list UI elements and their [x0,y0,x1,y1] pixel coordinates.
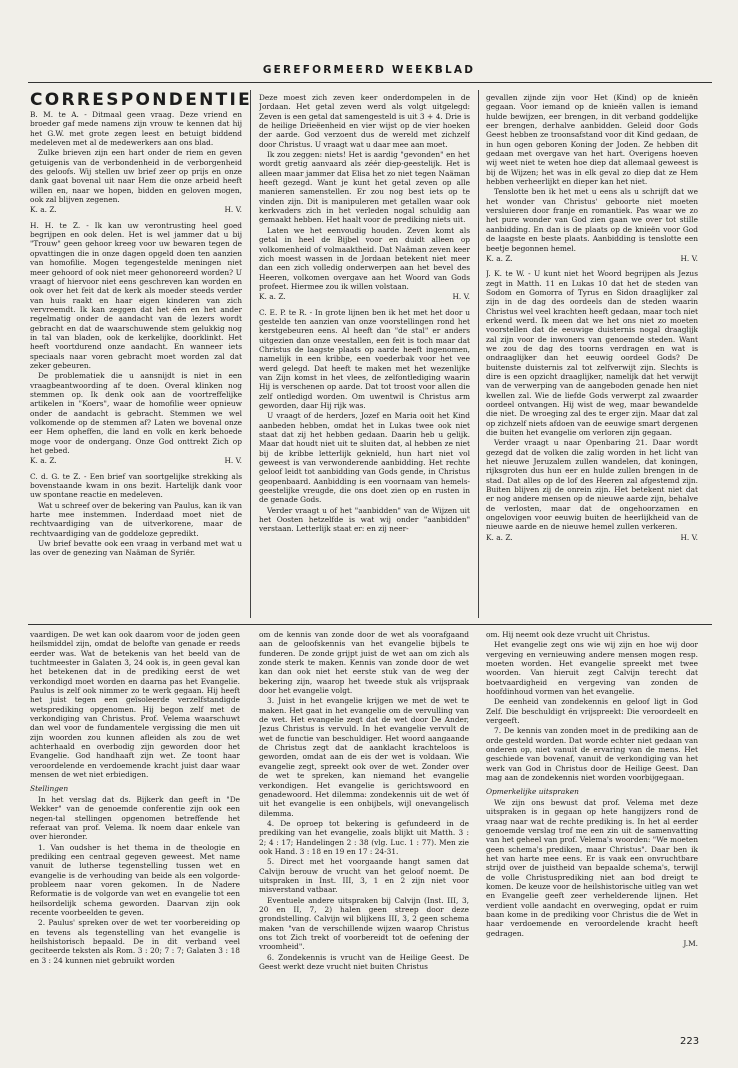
paragraph: 7. De kennis van zonden moet in de prediking aan de orde gesteld worden. Dat worde echter niet gedaan van onderen op, niet vanuit de ervaring van de mens. Het geschiede van bovenaf, vanuit de verkondiging van het werk van God in Christus door de Heilige Geest. Dan mag aan de zondekennis niet worden voorbijgegaan. [486,726,698,783]
page-number: 223 [680,1036,700,1047]
article-column-1 [30,630,240,1035]
paragraph: 3. Juist in het evangelie krijgen we met de wet te maken. Het gaat in het evangelie om de vervulling van de wet. Het evangelie zegt dat de wet door De Ander, Jezus Christus is vervuld. In het evangelie vervult de wet de functie van beschuldiger. Het woord aangaande de Christus zegt dat de aanklacht krachteloos is geworden, omdat aan de eis der wet is voldaan. Wie evangelie zegt, spreekt ook over de wet. Zonder over de wet te spreken, kan niemand het evangelie verkondigen. Het evangelie is gerichtswoord en genadewoord. Het dilemma: zondekennis uit de wet óf uit het evangelie is een onbijbels, wijl onevangelisch dilemma. [259,696,469,818]
article-column-2 [259,630,469,1035]
paragraph: C. E. P. te R. - In grote lijnen ben ik het met het door u gestelde ten aanzien van onze voorstellingen rond het kerstgebeuren eens. Al heeft dan "de stal" er anders uitgezien dan onze veestallen, een feit is toch maar dat Christus de laagste plaats op aarde heeft ingenomen, namelijk in een kribbe, een voederbak voor het vee werd gelegd. Dat heeft te maken met het wezenlijke van Zijn komst in het vlees, de zelfontlediging waarin Hij is verschenen op aarde. Dat tot troost voor allen die zelf ontledigd worden. Om uwentwil is Christus arm geworden, daar Hij rijk was. [259,307,470,410]
header-rule [28,82,712,83]
signature-line [486,254,698,263]
paragraph: C. d. G. te Z. - Een brief van soortgelijke strekking als bovenstaande kwam in ons bezit. Hartelijk dank voor uw spontane reactie en medeleven. [30,471,242,500]
paragraph: 4. De oproep tot bekering is gefundeerd in de prediking van het evangelie, zoals blijkt uit Matth. 3 : 2; 4 : 17; Handelingen 2 : 38 (vlg. Luc. 1 : 77). Men zie ook Hand. 3 : 18 en 19 en 17 : 24-31. [259,818,469,856]
author-initials: H. V. [680,532,698,542]
paragraph: Zulke brieven zijn een hart onder de riem en geven getuigenis van de verbondenheid in de verborgenheid des geloofs. Wij stellen uw brief zeer op prijs en onze dank gaat bovenal uit naar Hem die onze arbeid heeft willen en, naar we hopen, bidden en geloven mogen, ook zal blijven zegenen. [30,148,242,205]
paragraph: Het evangelie zegt ons wie wij zijn en hoe wij door vergeving en vernieuwing andere mensen mogen resp. moeten worden. Het evangelie spreekt met twee woorden. Van hieruit zegt Calvijn terecht dat boetvaardigheid en vergeving van zonden de hoofdinhoud vormen van het evangelie. [486,640,698,697]
paragraph: De problematiek die u aansnijdt is niet in een vraagbeantwoording af te doen. Overal klinken nog stemmen op. Ik denk ook aan de voortreffelijke artikelen in "Koers", waar de homofilie weer opnieuw onder de aandacht is gebracht. Stemmen we wel volkomende op de stemmen af? Laten we bovenal onze eer Hem opheffen, die land en volk en kerk behoede moge voor de ondergang. Onze God onttrekt Zich op het gebed. [30,371,242,456]
author-initials: H. V. [680,253,698,263]
paragraph: Wat u schreef over de bekering van Paulus, kan ik van harte mee instemmen. Inderdaad moet niet de rechtvaardiging van de uitverkorene, maar de rechtvaardiging van de goddeloze gepredikt. [30,500,242,538]
signature-initials: K. a. Z. [259,292,286,302]
article-column-3 [486,630,698,1035]
paragraph: vaardigen. De wet kan ook daarom voor de joden geen heilsmiddel zijn, omdat de belofte van genade er reeds eerder was. Wat de betekenis van het beeld van de tuchtmeester in Galaten 3, 24 ook is, in geen geval kan het betekenen dat in de prediking eerst de wet verkondigd moet worden en daarna pas het Evangelie. Paulus is zelf ook nimmer zo te werk gegaan. Hij heeft het juist tegen een geïsoleerde verzelfstandigde wetsprediking opgenomen. Hij begon zelf met de verkondiging van Christus. Prof. Velema waarschuwt dan wel voor de fundamentele vergissing die men uit zijn woorden zou kunnen afleiden als zou de wet achterhaald en overbodig zijn geworden door het Evangelie. God handhaaft zijn wet. Ze toont haar veroordelende en verdoemende kracht juist daar waar mensen de wet niet erbiedigen. [30,630,240,780]
signature-initials: K. a. Z. [486,253,513,263]
publication-header: GEREFORMEERD WEEKBLAD [262,64,476,76]
letters-column-1 [30,110,242,617]
paragraph: Verder vraagt u of het "aanbidden" van de Wijzen uit het Oosten hetzelfde is wat wij onder "aanbidden" verstaan. Letterlijk staat er: en zij neer- [259,505,470,534]
author-initials: H. V. [224,456,242,466]
subheading: Opmerkelijke uitspraken [486,786,579,796]
paragraph: U vraagt of de herders, Jozef en Maria ooit het Kind aanbeden hebben, omdat het in Lukas twee ook niet staat dat zij het hebben gedaan. Daarin heb u gelijk. Maar dat houdt niet uit te sluiten dat, al hebben ze niet bij de kribbe letterlijk geknield, hun hart niet vol geweest is van verwonderende aanbidding. Het rechte geloof leidt tot aanbidding van Gods gende, in Christus geopenbaard. Aanbidding is een voornaam van hemels-geestelijke vreugde, die ons doet zien op en rusten in de genade Gods. [259,411,470,505]
paragraph: Ik zou zeggen: niets! Het is aardig "gevonden" en het wordt gretig aanvaard als zéér diep-geestelijk. Het is alleen maar jammer dat Elisa het zo niet tegen Naäman heeft gezegd. Want je kunt het getal zeven op alle manieren samenstellen. Er zou nog best iets op te vinden zijn. Dit is manipuleren met getallen waar ook kerkvaders zich in het verleden nogal schuldig aan gemaakt hebben. Het haalt voor de prediking niets uit. [259,150,470,225]
letters-column-3 [486,93,698,617]
paragraph: gevallen zijnde zijn voor Het (Kind) op de knieën gegaan. Voor iemand op de knieën vallen is iemand hulde bewijzen, eer brengen, in dit verband goddelijke eer brengen, derhalve aanbidden. Geleid door Gods Geest hebben ze troonsafstand voor dit Kind gedaan, de in hun ogen geboren Koning der Joden. Ze hebben dit gedaan met overgave van het hart. Overigens hoeven wij weet niet te weten hoe diep dat allemaal geweest is bij de Wijzen; het was in elk geval zo diep dat ze Hem hebben verheerlijkt en dieper kan het niet. [486,93,698,187]
section-rule [28,624,712,625]
paragraph: om de kennis van zonde door de wet als voorafgaand aan de geloofskennis van het evangelie bijbels te funderen. De zonde grijpt juist de wet aan om zich als zonde sterk te maken. Kennis van zonde door de wet kan dan ook niet het eerste stuk van de weg der bekering zijn, waarop het tweede stuk als vrijspraak door het evangelie volgt. [259,630,469,696]
paragraph: 2. Paulus' spreken over de wet ter voorbereiding op en tevens als tegenstelling van het evangelie is heilshistorisch bepaald. De in dit verband veel geciteerde teksten als Rom. 3 : 20; 7 : 7; Galaten 3 : 18 en 3 : 24 kunnen niet gebruikt worden [30,918,240,965]
paragraph: Laten we het eenvoudig houden. Zeven komt als getal in heel de Bijbel voor en duidt alleen op volkomenheid of volmaaktheid. Dat Naäman zeven keer zich moest wassen in de Jordaan betekent niet meer dan een zich volledig onderwerpen aan het bevel des Heeren, volkomen overgave aan het Woord van Gods profeet. Hiermee zou ik willen volstaan. [259,225,470,291]
signature-line [30,456,242,465]
author-initials: H. V. [224,205,242,215]
subheading: Stellingen [30,783,69,793]
paragraph: om. Hij neemt ook deze vrucht uit Christus. [486,630,650,639]
paragraph: H. H. te Z. - Ik kan uw verontrusting heel goed begrijpen en ook delen. Het is wel jammer dat u bij "Trouw" geen gehoor kreeg voor uw bewaren tegen de opvattingen die in onze dagen opgeld doen ten aanzien van homofilie. Mogen tegengestelde meningen niet meer gehoord of ook niet meer gehonoreerd worden? U vraagt of hiervoor niet eens geschreven kan worden en ook over het feit dat de kerk als moeder steeds verder van huis raakt en haar eigen kinderen van zich vervreemdt. Ik kan zeggen dat het één en het ander regelmatig onder de aandacht van de lezers wordt gebracht en dat de waarschuwende stem gelukkig nog in tal van bladen, ook de kerkelijke, doorklinkt. Het heeft voortdurend onze aandacht. En wanneer iets speciaals naar voren gebracht moet worden zal dat zeker gebeuren. [30,220,242,370]
letters-column-2 [259,93,470,617]
column-divider [250,90,251,618]
paragraph: De eenheid van zondekennis en geloof ligt in God Zelf. Die beschuldigt én vrijspreekt: Die veroordeelt en vergeeft. [486,697,698,726]
paragraph: Tenslotte ben ik het met u eens als u schrijft dat we het wonder van Christus' geboorte niet moeten versluieren door franje en romantiek. Pas waar we zo het pure wonder van God zien gaan we over tot stille aanbidding. En dan is de plaats op de knieën voor God de laagste en beste plaats. Aanbidding is tenslotte een beetje begonnen hemel. [486,187,698,253]
paragraph: 6. Zondekennis is vrucht van de Heilige Geest. De Geest werkt deze vrucht niet buiten Christus [259,952,469,972]
paragraph: Eventuele andere uitspraken bij Calvijn (Inst. III, 3, 20 en II, 7, 2) halen geen streep door deze grondstelling. Calvijn wil blijkens III, 3, 2 geen schema maken "van de verschillende wijzen waarop Christus ons tot Zich trekt of voorbereidt tot de oefening der vroomheid". [259,895,469,952]
paragraph: Uw brief bevatte ook een vraag in verband met wat u las over de genezing van Naäman de Syriër. [30,539,242,558]
paragraph: Verder vraagt u naar Openbaring 21. Daar wordt gezegd dat de volken die zalig worden in het licht van het nieuwe Jeruzalem zullen wandelen, dat koningen, rijksgroten dus hun eer en hulde zullen brengen in de stad. Dat alles op de lof des Heeren zal afgestemd zijn. Buiten blijven zij de onrein zijn. Het betekent niet dat er nog andere mensen op de nieuwe aarde zijn, behalve de verlosten, maar dat de ongehoorzamen en ongelovigen voor eeuwig buiten de heerlijkheid van de nieuwe aarde en de nieuwe hemel zullen verkeren. [486,438,698,532]
paragraph: In het verslag dat ds. Bijkerk dan geeft in "De Wekker" van de genoemde conferentie zijn ook een negen-tal stellingen opgenomen betreffende het referaat van prof. Velema. Ik noem daar enkele van over hieronder. [30,794,240,842]
signature-initials: K. a. Z. [486,532,513,542]
column-divider [478,90,479,618]
paragraph: B. M. te A. - Ditmaal geen vraag. Deze vriend en broeder gaf mede namens zijn vrouw te kennen dat hij het G.W. met grote zegen leest en betuigt biddend medeleven met al de medewerkers aan ons blad. [30,110,242,148]
author-initials: J.M. [683,939,698,948]
signature-initials: K. a. Z. [30,456,57,466]
paragraph: We zijn ons bewust dat prof. Velema met deze uitspraken is in gegaan op hete hangijzers rond de vraag naar wat de rechte prediking is. In het al eerder genoemde verslag trof me een zin uit de samenvatting van het geheel van prof. Velema's woorden: "We moeten geen schema's prediken, maar Christus". Daar ben ik het van harte mee eens. Er is vaak een onvruchtbare strijd over de juistheid van bepaalde schema's, terwijl de volle Christusprediking niet aan bod dreigt te komen. De keuze voor de heilshistorische uitleg van wet en Evangelie geeft zeer verhelderende lijnen. Het verdient volle aandacht en overweging, opdat er ruim baan kome in de prediking voor Christus die de Wet in haar verdoemende en veroordelende kracht heeft gedragen. [486,797,698,938]
paragraph: 5. Direct met het voorgaande hangt samen dat Calvijn berouw de vrucht van het geloof noemt. De uitspraken in Inst. III, 3, 1 en 2 zijn niet voor misverstand vatbaar. [259,857,469,895]
paragraph: Deze moest zich zeven keer onderdompelen in de Jordaan. Het getal zeven werd als volgt uitgelegd: Zeven is een getal dat samengesteld is uit 3 + 4. Drie is de heilige Drieëenheid en vier wijst op de vier hoeken der aarde. God verzoent dus de wereld met zichzelf door Christus. U vraagt wat u daar mee aan moet. [259,93,470,149]
signature-line [486,939,698,948]
paragraph: J. K. te W. - U kunt niet het Woord begrijpen als Jezus zegt in Matth. 11 en Lukas 10 dat het de steden van Sodom en Gomorra of Tyrus en Sidon draaglijker zal zijn in de dag des oordeels dan de steden waarin Christus wel veel krachten heeft gedaan, maar toch niet erkend werd. Ik meen dat we het ons niet zo moeten voorstellen dat de eeuwige duisternis nogal draaglijk zal zijn voor de inwoners van genoemde steden. Want we zou de dag des toorns verdragen en wat is ondraaglijker dan het eeuwig oordeel Gods? De buitenste duisternis zal tot zelfverwijt zijn. Slechts is dire is een opzicht draaglijker, namelijk dat het verwijt van de verwerping van de aangeboden genade hen niet kwellen zal. Wie de liefde Gods verwerpt zal zwaarder oordeel ontvangen. Hij wist de weg, maar bewandelde die niet. De wroeging zal des te erger zijn. Maar dat zal op zichzelf niets afdoen van de eeuwige smart dergenen die buiten het evangelie om verloren zijn gegaan. [486,269,698,438]
paragraph: 1. Van oudsher is het thema in de theologie en prediking een centraal gegeven geweest. Met name vanuit de lutherse tegenstelling tussen wet en evangelie is de verhouding van beide als een volgorde-probleem naar voren gekomen. In de Nadere Reformatie is de volgorde van wet en evangelie tot een heilsordelijk schema geworden. Daarvan zijn ook recente voorbeelden te geven. [30,842,240,917]
signature-line [30,205,242,214]
signature-line [259,292,470,301]
section-title: CORRESPONDENTIE [30,90,253,110]
author-initials: H. V. [452,292,470,302]
signature-line [486,533,698,542]
signature-initials: K. a. Z. [30,205,57,215]
